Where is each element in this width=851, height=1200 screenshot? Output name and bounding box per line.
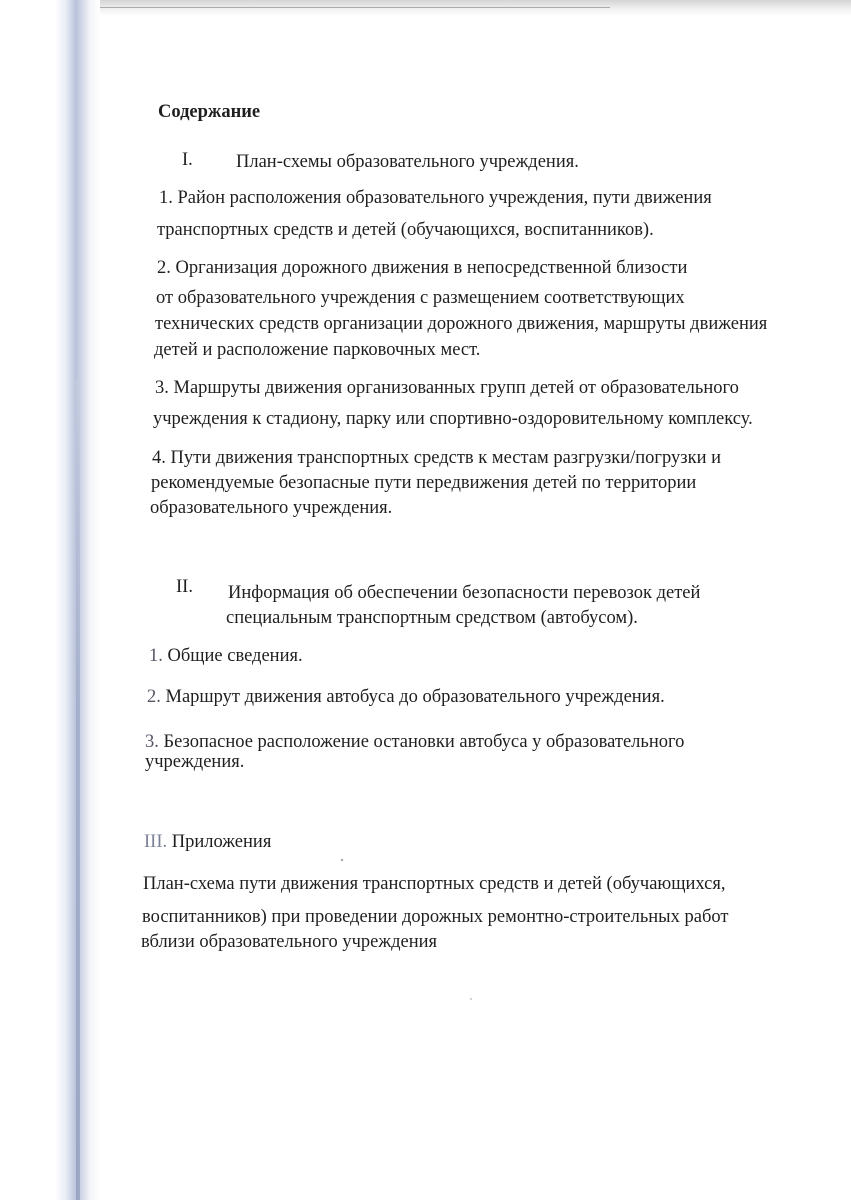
section-3-heading xyxy=(144,831,271,853)
section-1-item-2-line-4: детей и расположение парковочных мест. xyxy=(154,340,481,360)
section-1-numeral: I. xyxy=(182,150,193,170)
scan-top-line xyxy=(90,7,610,8)
section-2-item-2 xyxy=(147,686,665,708)
scan-speck xyxy=(341,859,343,861)
scan-speck xyxy=(470,998,472,1000)
scan-left-edge xyxy=(0,0,100,1200)
page-title: Содержание xyxy=(158,102,261,122)
scan-top-shadow xyxy=(0,0,851,16)
item-text: Общие сведения. xyxy=(167,646,303,666)
section-1-item-1-line-1 xyxy=(159,187,712,209)
section-1-item-2-line-2: от образовательного учреждения с размещением соответствующих xyxy=(156,288,685,308)
section-3-line-3: вблизи образовательного учреждения xyxy=(141,932,438,952)
item-number: 2. xyxy=(157,258,171,278)
section-3-numeral: III. xyxy=(144,832,168,852)
section-1-item-1-line-2: транспортных средств и детей (обучающихся, воспитанников). xyxy=(157,220,654,240)
item-text: Маршрут движения автобуса до образовательного учреждения. xyxy=(165,687,665,707)
section-1-item-3-line-2: учреждения к стадиону, парку или спортивно-оздоровительному комплексу. xyxy=(153,409,753,429)
section-1-item-2-line-1 xyxy=(157,257,687,279)
item-number: 2. xyxy=(147,687,161,707)
item-number: 1. xyxy=(149,646,163,666)
item-text: Маршруты движения организованных групп детей от образовательного xyxy=(173,378,739,398)
section-2-heading-line-1: Информация об обеспечении безопасности перевозок детей xyxy=(228,583,701,603)
section-3-line-2: воспитанников) при проведении дорожных ремонтно-строительных работ xyxy=(142,907,729,927)
section-2-numeral: II. xyxy=(176,577,193,597)
section-1-item-3-line-1 xyxy=(155,377,739,399)
section-1-item-4-line-2: рекомендуемые безопасные пути передвижения детей по территории xyxy=(151,473,697,493)
section-3-heading-text: Приложения xyxy=(171,832,272,852)
section-1-item-4-line-1 xyxy=(152,447,721,469)
item-number: 3. xyxy=(145,732,159,752)
scan-left-shadow xyxy=(76,380,80,1200)
item-number: 4. xyxy=(152,448,166,468)
section-2-item-1 xyxy=(149,645,303,667)
section-3-line-1: План-схема пути движения транспортных средств и детей (обучающихся, xyxy=(143,874,726,894)
section-1-item-2-line-3: технических средств организации дорожного движения, маршруты движения xyxy=(155,314,768,334)
section-2-heading-line-2: специальным транспортным средством (автобусом). xyxy=(226,608,638,628)
item-text: Район расположения образовательного учреждения, пути движения xyxy=(177,188,712,208)
section-2-item-3-line-1 xyxy=(145,731,684,753)
item-text: Организация дорожного движения в непосредственной близости xyxy=(175,258,688,278)
item-number: 1. xyxy=(159,188,173,208)
section-1-item-4-line-3: образовательного учреждения. xyxy=(150,498,393,518)
section-1-heading: План-схемы образовательного учреждения. xyxy=(236,152,579,172)
item-text: Безопасное расположение остановки автобуса у образовательного xyxy=(163,732,685,752)
item-text: Пути движения транспортных средств к местам разгрузки/погрузки и xyxy=(170,448,722,468)
section-2-item-3-line-2: учреждения. xyxy=(145,752,245,772)
item-number: 3. xyxy=(155,378,169,398)
